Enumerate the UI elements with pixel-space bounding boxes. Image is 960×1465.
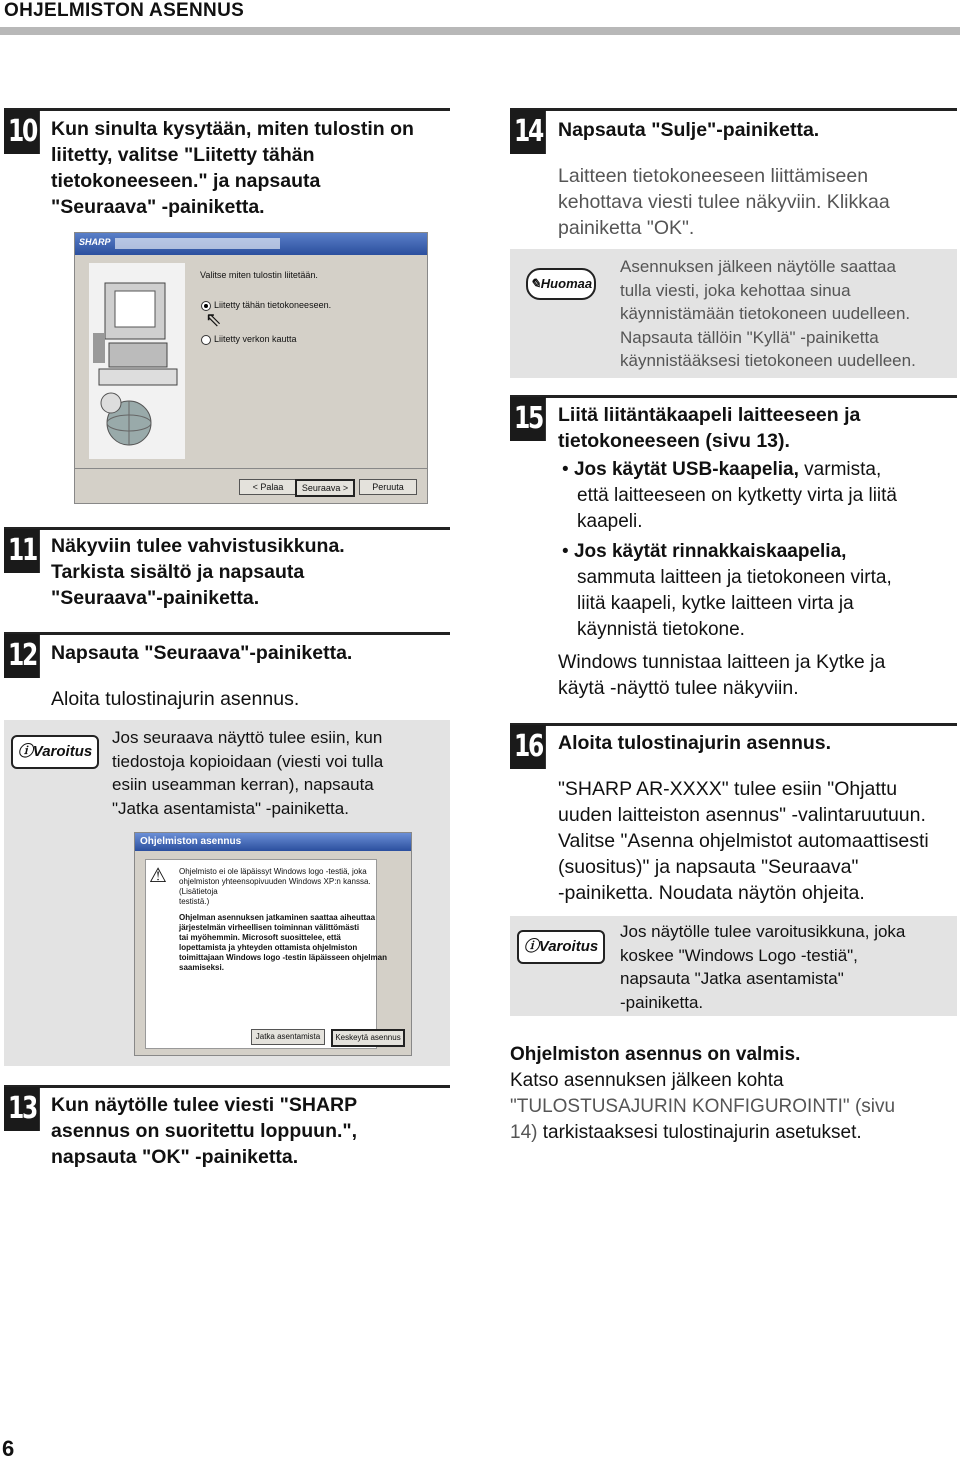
step-15-title: Liitä liitäntäkaapeli laitteeseen ja tietokoneeseen (sivu 13). <box>558 404 861 452</box>
step-rule <box>4 108 450 111</box>
step-10-title: Kun sinulta kysytään, miten tulostin on liitetty, valitse "Liitetty tähän tietokoneeseen." ja napsauta "Seuraava" -painiketta. <box>51 118 414 218</box>
dialog2-para2: Ohjelman asennuksen jatkaminen saattaa aiheuttaa järjestelmän virheellisen toiminnan välittömästi tai myöhemmin. Microsoft suosittelee, että lopettamista ja yhteyden ottamista ohjelmiston toimittajaan Windows logo -testin läpäisseen ohjelman saamiseksi. <box>179 913 387 972</box>
page-header-title: OHJELMISTON ASENNUS <box>4 0 245 21</box>
step-rule <box>4 632 450 635</box>
warning-note-box-16 <box>510 916 957 1016</box>
cancel-button[interactable]: Peruuta <box>359 479 417 495</box>
step-14-text: Laitteen tietokoneeseen liittämiseen kehottava viesti tulee näkyviin. Klikkaa painiketta "OK". <box>558 165 890 239</box>
warning-note-box <box>4 720 450 1066</box>
step-12-text: Aloita tulostinajurin asennus. <box>51 688 300 710</box>
step-number: 14 <box>510 110 546 154</box>
huomaa-badge: ✎Huomaa <box>526 268 596 300</box>
dialog-question: Valitse miten tulostin liitetään. <box>200 270 318 280</box>
step-11-title: Näkyviin tulee vahvistusikkuna. Tarkista sisältö ja napsauta "Seuraava"-painiketta. <box>51 535 345 609</box>
warning-icon: ⓘ <box>17 743 33 760</box>
note-12-text: Jos seuraava näyttö tulee esiin, kun tiedostoja kopioidaan (viesti voi tulla esiin useamman kerran), napsauta "Jatka asentamista" -painiketta. <box>112 728 384 818</box>
option-network-label: Liitetty verkon kautta <box>214 334 297 344</box>
logo-test-dialog-screenshot <box>134 832 412 1056</box>
warning-icon: ⓘ <box>523 938 539 955</box>
config-link[interactable]: "TULOSTUSAJURIN KONFIGUROINTI" (sivu <box>510 1096 896 1117</box>
config-link-page[interactable]: 14) <box>510 1122 538 1143</box>
page-number: 6 <box>2 1436 15 1461</box>
step-rule <box>510 108 957 111</box>
step-12-title: Napsauta "Seuraava"-painiketta. <box>51 642 353 664</box>
connection-dialog-screenshot <box>74 232 428 504</box>
final-title: Ohjelmiston asennus on valmis. <box>510 1044 801 1065</box>
step-number: 16 <box>510 725 546 769</box>
radio-network[interactable] <box>201 335 211 345</box>
step-16-text: "SHARP AR-XXXX" tulee esiin "Ohjattu uuden laitteiston asennus" -valintaruutuun. Valitse "Asenna ohjelmistot automaattisesti (suositus)" ja napsauta "Seuraava" -painiketta. Noudata näytön ohjeita. <box>558 778 929 904</box>
back-button[interactable]: < Palaa <box>239 479 297 495</box>
continue-install-button[interactable]: Jatka asentamista <box>251 1029 325 1045</box>
dialog-title: Ohjelmiston asennus <box>140 836 242 847</box>
step-16-title: Aloita tulostinajurin asennus. <box>558 732 832 754</box>
varoitus-badge: ⓘVaroitus <box>11 735 99 769</box>
header-rule <box>0 27 960 35</box>
step-number: 10 <box>4 110 40 154</box>
final-line1: Katso asennuksen jälkeen kohta <box>510 1070 784 1091</box>
huomaa-note-box <box>510 249 957 378</box>
step-rule <box>4 1085 450 1088</box>
step-rule <box>510 395 957 398</box>
step-number: 11 <box>4 529 40 573</box>
step-13-title: Kun näytölle tulee viesti "SHARP asennus on suoritettu loppuun.", napsauta "OK" -painiketta. <box>51 1094 358 1168</box>
pencil-icon: ✎ <box>529 276 541 291</box>
step-number: 12 <box>4 634 40 678</box>
note-14-text: Asennuksen jälkeen näytölle saattaa tulla viesti, joka kehottaa sinua käynnistämään tietokoneen uudelleen. Napsauta tällöin "Kyllä" -painiketta käynnistääksesi tietokoneen uudelleen. <box>620 257 916 370</box>
varoitus-badge: ⓘVaroitus <box>517 930 605 964</box>
step-rule <box>510 723 957 726</box>
computer-illustration <box>89 263 185 459</box>
final-section: Ohjelmiston asennus on valmis. Katso asennuksen jälkeen kohta "TULOSTUSAJURIN KONFIGUROINTI" (sivu 14) tarkistaaksesi tulostinajurin asetukset. <box>510 1042 957 1146</box>
bullet-usb: • Jos käytät USB-kaapelia, varmista, että laitteeseen on kytketty virta ja liitä kaapeli. <box>562 459 897 532</box>
step-number: 15 <box>510 397 546 441</box>
step-number: 13 <box>4 1087 40 1131</box>
bullet-parallel: • Jos käytät rinnakkaiskaapelia, sammuta laitteen ja tietokoneen virta, liitä kaapeli, kytke laitteen virta ja käynnistä tietokone. <box>562 541 892 640</box>
note-16-text: Jos näytölle tulee varoitusikkuna, joka koskee "Windows Logo -testiä", napsauta "Jatka asentamista" -painiketta. <box>620 922 906 1012</box>
sharp-logo: SHARP <box>79 237 111 247</box>
mouse-cursor-icon: ⇖ <box>205 309 222 331</box>
step-15-text: Windows tunnistaa laitteen ja Kytke ja käytä -näyttö tulee näkyviin. <box>558 651 886 699</box>
dialog-titlebar <box>75 233 427 255</box>
step-14-title: Napsauta "Sulje"-painiketta. <box>558 119 820 141</box>
stop-install-button[interactable]: Keskeytä asennus <box>331 1029 405 1047</box>
next-button[interactable]: Seuraava > <box>295 479 355 497</box>
dialog2-para1: Ohjelmisto ei ole läpäissyt Windows logo -testiä, joka ohjelmiston yhteensopivuuden Windows XP:n kanssa. (Lisätietoja testistä.) <box>179 867 371 906</box>
warning-triangle-icon: ⚠ <box>149 865 167 887</box>
option-local-label: Liitetty tähän tietokoneeseen. <box>214 300 332 310</box>
step-rule <box>4 527 450 530</box>
